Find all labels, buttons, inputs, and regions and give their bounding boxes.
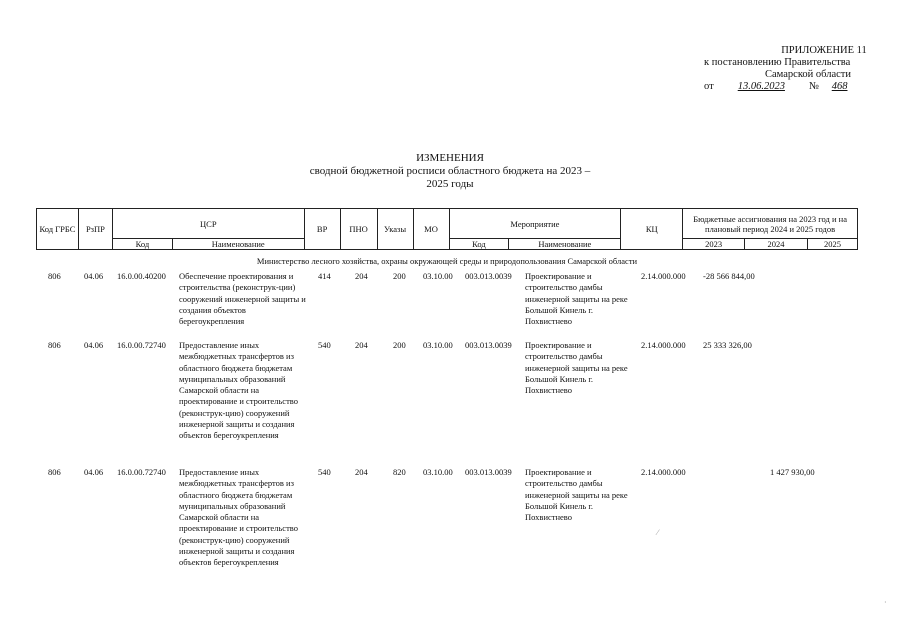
ministry-heading: Министерство лесного хозяйства, охраны окружающей среды и природопользования Самарской области — [256, 256, 638, 266]
cell-event-name: Проектирование и строительство дамбы инженерной защиты на реке Большой Кинель г. Похвистнево — [525, 271, 628, 327]
cell-mo: 03.10.00 — [423, 271, 453, 281]
cell-amount-2023: -28 566 844,00 — [703, 271, 755, 281]
handwritten-date: 13.06.2023 — [737, 81, 785, 92]
cell-rzpr: 04.06 — [84, 467, 104, 477]
appendix-region: Самарской области — [765, 69, 851, 80]
header-mo: МО — [413, 209, 449, 250]
cell-mo: 03.10.00 — [423, 467, 453, 477]
cell-csr-code: 16.0.00.72740 — [117, 340, 166, 350]
cell-csr-name: Обеспечение проектирования и строительства (реконструк-ции) сооружений инженерной защиты и создания объектов берегоукрепления — [179, 271, 306, 327]
budget-table-header — [36, 208, 858, 250]
header-budget: Бюджетные ассигнования на 2023 год и на плановый период 2024 и 2025 годов — [683, 209, 858, 239]
cell-event-name: Проектирование и строительство дамбы инженерной защиты на реке Большой Кинель г. Похвистнево — [525, 467, 628, 523]
cell-vr: 540 — [318, 467, 331, 477]
cell-event-code: 003.013.0039 — [465, 467, 512, 477]
cell-vr: 540 — [318, 340, 331, 350]
header-event-name: Наименование — [509, 239, 621, 250]
cell-kc: 2.14.000.000 — [641, 340, 686, 350]
cell-kc: 2.14.000.000 — [641, 271, 686, 281]
date-prefix: от — [704, 81, 714, 92]
cell-kc: 2.14.000.000 — [641, 467, 686, 477]
cell-grbs: 806 — [48, 271, 61, 281]
cell-event-code: 003.013.0039 — [465, 271, 512, 281]
cell-event-name: Проектирование и строительство дамбы инженерной защиты на реке Большой Кинель г. Похвистнево — [525, 340, 628, 396]
header-year-2025: 2025 — [807, 239, 857, 250]
cell-pno: 204 — [355, 271, 368, 281]
cell-grbs: 806 — [48, 340, 61, 350]
handwritten-number: 468 — [831, 81, 848, 92]
cell-vr: 414 — [318, 271, 331, 281]
header-ukaz: Указы — [377, 209, 413, 250]
header-csr-code: Код — [112, 239, 172, 250]
header-year-2024: 2024 — [745, 239, 808, 250]
appendix-title: ПРИЛОЖЕНИЕ 11 — [781, 45, 867, 56]
cell-amount-2024: 1 427 930,00 — [770, 467, 815, 477]
header-grbs: Код ГРБС — [37, 209, 79, 250]
header-event-code: Код — [449, 239, 509, 250]
number-prefix: № — [808, 81, 819, 92]
cell-event-code: 003.013.0039 — [465, 340, 512, 350]
appendix-date-line — [704, 81, 894, 93]
header-kc: КЦ — [621, 209, 683, 250]
title-heading: ИЗМЕНЕНИЯ — [416, 152, 484, 164]
cell-csr-code: 16.0.00.40200 — [117, 271, 166, 281]
appendix-block — [704, 45, 894, 93]
appendix-subtitle: к постановлению Правительства — [704, 57, 851, 68]
header-pno: ПНО — [340, 209, 377, 250]
cell-grbs: 806 — [48, 467, 61, 477]
scan-mark: · — [884, 598, 887, 607]
cell-mo: 03.10.00 — [423, 340, 453, 350]
cell-pno: 204 — [355, 340, 368, 350]
header-csr: ЦСР — [112, 209, 304, 239]
cell-ukaz: 820 — [393, 467, 406, 477]
cell-csr-code: 16.0.00.72740 — [117, 467, 166, 477]
header-csr-name: Наименование — [172, 239, 304, 250]
title-subheading: сводной бюджетной росписи областного бюджета на 2023 – 2025 годы — [309, 165, 591, 190]
cell-csr-name: Предоставление иных межбюджетных трансфертов из областного бюджета бюджетам муниципальных образований Самарской области на проектирование и строительство (реконструк-цию) сооружений инженерной защиты и создания объектов берегоукрепления — [179, 340, 298, 441]
cell-csr-name: Предоставление иных межбюджетных трансфертов из областного бюджета бюджетам муниципальных образований Самарской области на проектирование и строительство (реконструк-цию) сооружений инженерной защиты и создания объектов берегоукрепления — [179, 467, 298, 568]
cell-amount-2023: 25 333 326,00 — [703, 340, 752, 350]
header-event: Мероприятие — [449, 209, 621, 239]
header-rzpr: РзПР — [78, 209, 112, 250]
cell-ukaz: 200 — [393, 271, 406, 281]
cell-pno: 204 — [355, 467, 368, 477]
scan-mark: ⁄ — [657, 528, 659, 537]
header-year-2023: 2023 — [683, 239, 745, 250]
cell-ukaz: 200 — [393, 340, 406, 350]
cell-rzpr: 04.06 — [84, 340, 104, 350]
cell-rzpr: 04.06 — [84, 271, 104, 281]
document-title — [300, 152, 600, 191]
header-vr: ВР — [304, 209, 340, 250]
